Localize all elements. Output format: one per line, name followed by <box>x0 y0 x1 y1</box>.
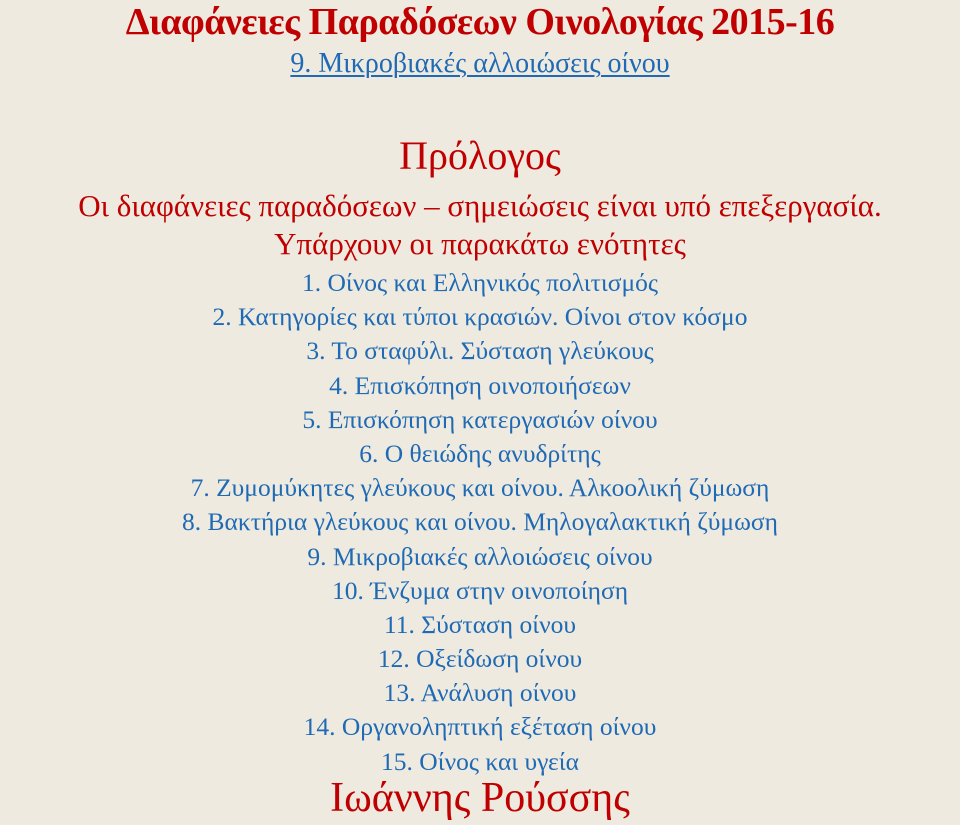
list-item: 12. Οξείδωση οίνου <box>377 644 583 674</box>
subtitle-text[interactable]: 9. Μικροβιακές αλλοιώσεις οίνου <box>290 48 670 79</box>
prologue-heading: Πρόλογος <box>399 133 561 178</box>
list-item: 3. Το σταφύλι. Σύσταση γλεύκους <box>306 336 654 366</box>
sections-intro: Υπάρχουν οι παρακάτω ενότητες <box>274 226 686 261</box>
list-item: 6. Ο θειώδης ανυδρίτης <box>359 438 601 468</box>
subtitle-link[interactable] <box>0 48 960 80</box>
list-item: 2. Κατηγορίες και τύποι κρασιών. Οίνοι στον κόσμο <box>212 302 748 332</box>
list-item: 15. Οίνος και υγεία <box>381 746 579 776</box>
list-item: 5. Επισκόπηση κατεργασιών οίνου <box>302 404 658 434</box>
page-title: Διαφάνειες Παραδόσεων Οινολογίας 2015-16 <box>125 1 835 43</box>
list-item: 9. Μικροβιακές αλλοιώσεις οίνου <box>307 541 653 571</box>
list-item: 4. Επισκόπηση οινοποιήσεων <box>329 370 631 400</box>
list-item: 11. Σύσταση οίνου <box>383 609 577 639</box>
list-item: 7. Ζυμομύκητες γλεύκους και οίνου. Αλκοολική ζύμωση <box>190 473 770 503</box>
list-item: 10. Ένζυμα στην οινοποίηση <box>331 575 629 605</box>
list-item: 1. Οίνος και Ελληνικός πολιτισμός <box>302 268 658 297</box>
list-item: 13. Ανάλυση οίνου <box>383 678 577 708</box>
sections-list <box>0 266 960 779</box>
list-item: 14. Οργανοληπτική εξέταση οίνου <box>303 712 657 742</box>
status-note: Οι διαφάνειες παραδόσεων – σημειώσεις είναι υπό επεξεργασία. <box>78 188 882 223</box>
author-name: Ιωάννης Ρούσσης <box>330 775 630 821</box>
list-item: 8. Βακτήρια γλεύκους και οίνου. Μηλογαλακτική ζύμωση <box>182 507 778 537</box>
